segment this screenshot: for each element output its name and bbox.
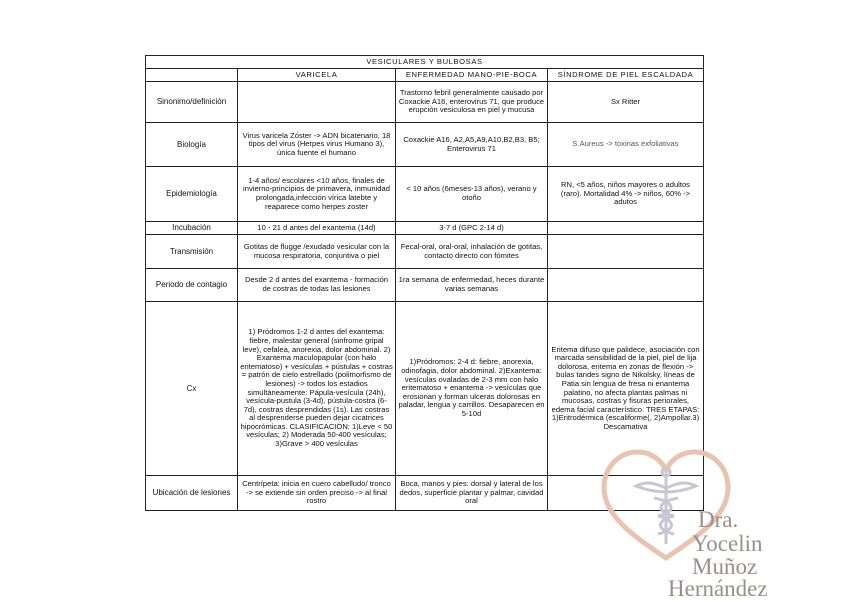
row-label: Ubicación de lesiones: [146, 476, 238, 511]
cell-mano-pie-boca: Fecal-oral, oral-oral, inhalación de gotitas, contacto directo con fómites: [396, 235, 548, 269]
row-label: Periodo de contagio: [146, 269, 238, 302]
row-label: Epidemiología: [146, 167, 238, 222]
watermark-line-2: Yocelin: [692, 531, 763, 556]
cell-mano-pie-boca: Trastorno febril generalmente causado por Coxackie A16, enterovirus 71, que produce erupción vesiculosa en piel y mucusa: [396, 82, 548, 123]
row-label: Sinonimo/definición: [146, 82, 238, 123]
row-label: Cx: [146, 302, 238, 476]
cell-piel-escaldada: RN, <5 años, niños mayores o adultos (raro). Mortalidad 4% -> niños, 60% -> adutos: [548, 167, 704, 222]
cell-piel-escaldada: Eritema difuso que palidece, asociación con marcada sensibilidad de la piel, piel de lija dolorosa, eritema en zonas de flexión -> bulas tandes signo de Nikolsky, líneas de Patia sin lengua de fresa ni enantema palatino, no afecta plantas palmas ni mucosas, costras y fisuras periorales, edema facial característico. TRES ETAPAS: 1)Eritrodérmica (escaliforme(, 2)Ampollar.3) Descamativa: [548, 302, 704, 476]
table-row-contagio: [146, 269, 704, 302]
author-watermark: [596, 440, 846, 599]
caduceus-icon: [636, 468, 696, 544]
cell-varicela: Desde 2 d antes del exantema - formación de costras de todas las lesiones: [238, 269, 396, 302]
cell-varicela: 1-4 años/ escolares <10 años, finales de invierno-principios de primavera, inmunidad prolongada,infección vírica latebte y reaparece como herpes zoster: [238, 167, 396, 222]
table-row-incubacion: [146, 222, 704, 235]
table-header-row: [146, 69, 704, 82]
cell-varicela: Virus varicela Zóster -> ADN bicatenario, 18 tipos del virus (Herpes virus Humano 3), única fuente el humano: [238, 123, 396, 167]
header-empty: [146, 69, 238, 82]
cell-varicela: Gotitas de flugge /exudado vesicular con la mucosa respiratoria, conjuntiva o piel: [238, 235, 396, 269]
table-row-biologia: [146, 123, 704, 167]
cell-mano-pie-boca: Boca, manos y pies: dorsal y lateral de los dedos, superficie plantar y palmar, cavidad oral: [396, 476, 548, 511]
cell-mano-pie-boca: 3-7 d (GPC 2-14 d): [396, 222, 548, 235]
cell-mano-pie-boca: Coxackie A16, A2,A5,A9,A10,B2,B3, B5; Enterovirus 71: [396, 123, 548, 167]
header-piel-escaldada: SÍNDROME DE PIEL ESCALDADA: [548, 69, 704, 82]
watermark-line-4: Hernández: [668, 576, 768, 601]
watermark-line-1: Dra.: [698, 507, 739, 532]
cell-piel-escaldada: [548, 222, 704, 235]
table-row-sinonimo: [146, 82, 704, 123]
table-title-row: [146, 56, 704, 69]
cell-mano-pie-boca: 1ra semana de enfermedad, heces durante varias semanas: [396, 269, 548, 302]
table-row-epidemiologia: [146, 167, 704, 222]
watermark-line-3: Muñoz: [692, 554, 758, 579]
cell-piel-escaldada: [548, 235, 704, 269]
row-label: Transmisión: [146, 235, 238, 269]
table-row-transmision: [146, 235, 704, 269]
cell-piel-escaldada: S.Aureus -> toxinas exfoliativas: [548, 123, 704, 167]
cell-piel-escaldada: [548, 269, 704, 302]
cell-varicela: 1) Pródromos 1-2 d antes del exantema: fiebre, malestar general (sinfrome gripal leve), cefalea, anorexia, dolor abdominal. 2) Exantema maculopapular (con halo eritematoso) + vesículas + pústulas + costras = patrón de cielo estrellado (polimorfismo de lesiones) -> todos los estadios simultáneamente: Pápula-vesícula (24h), vesícula-pustula (3-4d), pústula-costra (6-7d), costras desprendidas (1s). Las costras al desprenderse pueden dejar cicatrices hipocrómicas. CLASIFICACIÓN: 1)Leve < 50 vesículas; 2) Moderada 50-400 vesículas; 3)Grave > 400 vesículas: [238, 302, 396, 476]
cell-mano-pie-boca: < 10 años (6meses-13 años), verano y otoño: [396, 167, 548, 222]
cell-varicela: Centrípeta: inicia en cuero cabelludo/ tronco -> se extiende sin orden preciso -> al final rostro: [238, 476, 396, 511]
cell-varicela: [238, 82, 396, 123]
table-title: VESICULARES Y BULBOSAS: [146, 56, 704, 69]
cell-varicela: 10 - 21 d antes del exantema (14d): [238, 222, 396, 235]
row-label: Biología: [146, 123, 238, 167]
header-mano-pie-boca: ENFERMEDAD MANO-PIE-BOCA: [396, 69, 548, 82]
cell-piel-escaldada: Sx Ritter: [548, 82, 704, 123]
row-label: Incubación: [146, 222, 238, 235]
cell-mano-pie-boca: 1)Pródromos: 2-4 d: fiebre, anorexia, odinofagia, dolor abdominal. 2)Exantema: vesículas ovaladas de 2-3 mm con halo eritematoso + enantema -> vesículas que erosionan y forman ulceras dolorosas en paladar, lengua y carrillos. Desaparecen en 5-10d: [396, 302, 548, 476]
header-varicela: VARICELA: [238, 69, 396, 82]
